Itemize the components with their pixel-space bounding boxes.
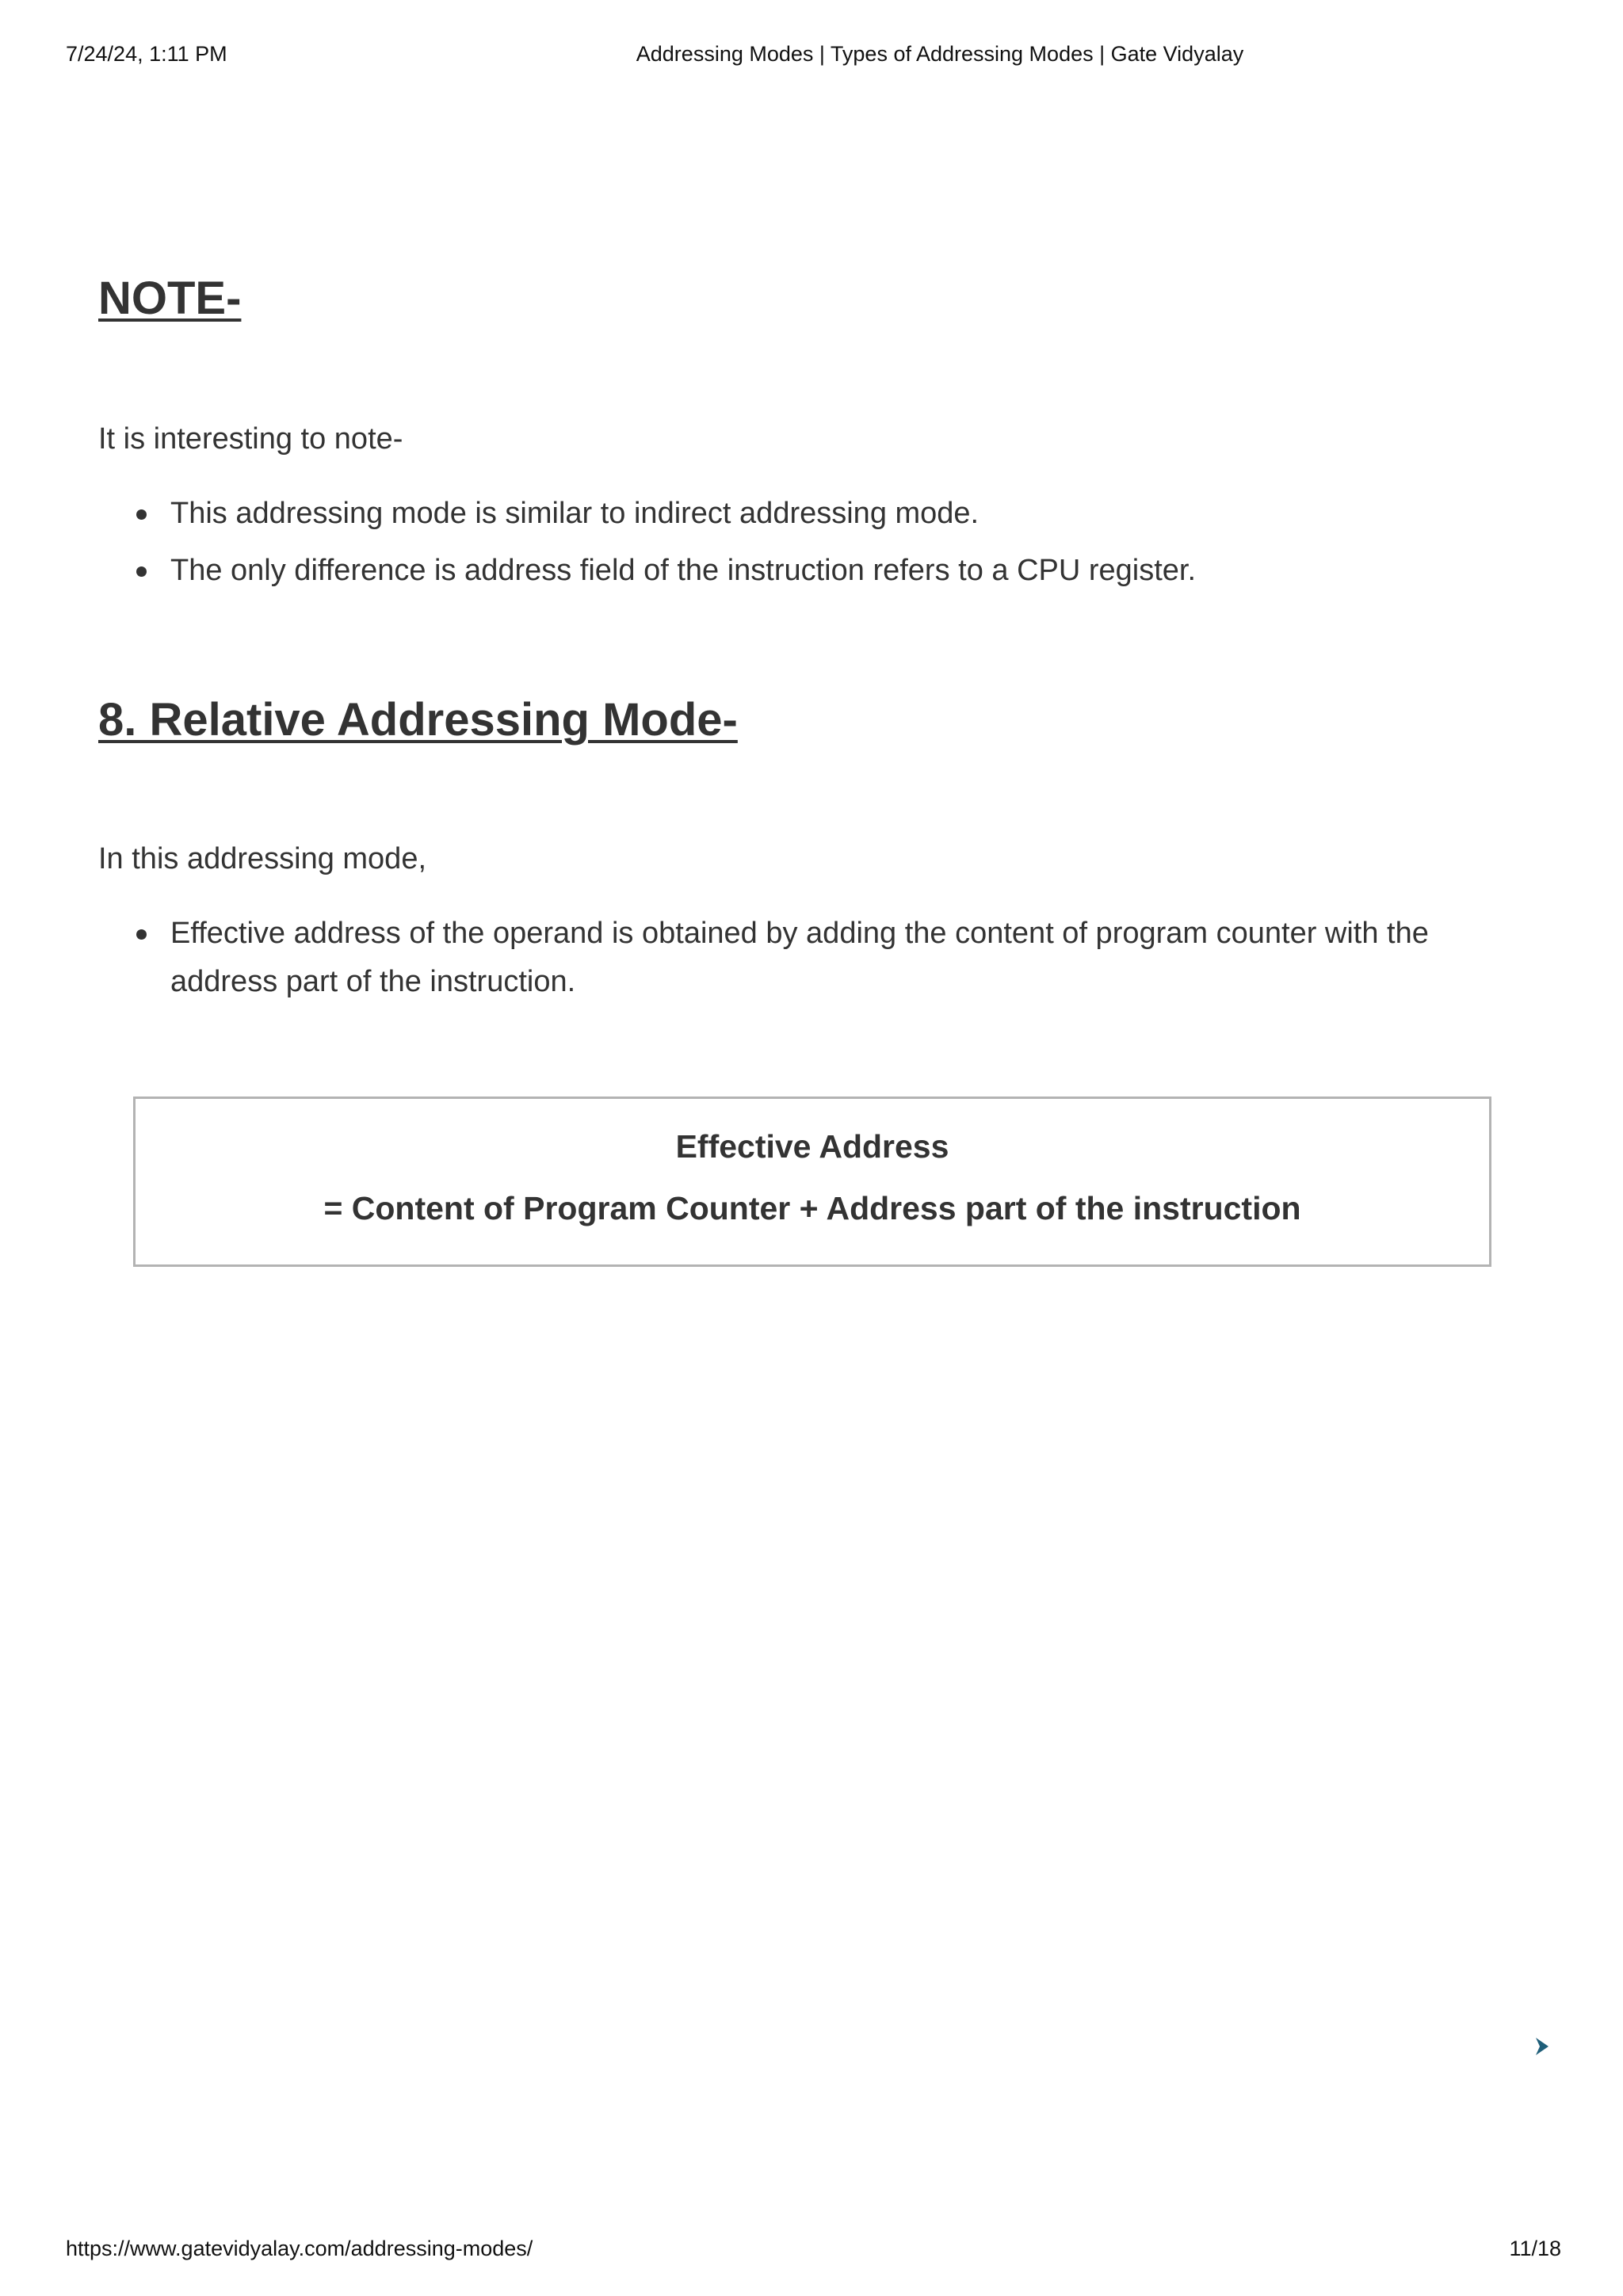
print-footer-url: https://www.gatevidyalay.com/addressing-modes/ — [66, 2237, 533, 2260]
note-intro: It is interesting to note- — [98, 422, 403, 456]
print-footer-page-number: 11/18 — [1509, 2237, 1561, 2260]
list-item — [98, 910, 1517, 1006]
list-item-text: Effective address of the operand is obtained by adding the content of program counter with the address part of the instruction. — [170, 917, 1429, 998]
bullet-dot-icon — [136, 566, 147, 577]
note-heading: NOTE- — [98, 273, 242, 324]
bullet-dot-icon — [136, 929, 147, 940]
relative-addressing-bullet-list — [98, 910, 1517, 1015]
formula-title: Effective Address — [675, 1128, 949, 1165]
chevron-right-icon[interactable] — [1533, 2036, 1551, 2057]
print-header-datetime: 7/24/24, 1:11 PM — [66, 42, 227, 66]
list-item — [98, 490, 1517, 538]
formula-expression: = Content of Program Counter + Address part of the instruction — [323, 1190, 1301, 1226]
bullet-dot-icon — [136, 509, 147, 520]
relative-addressing-heading: 8. Relative Addressing Mode- — [98, 694, 738, 746]
effective-address-formula-box — [133, 1097, 1491, 1267]
list-item — [98, 547, 1517, 595]
list-item-text: The only difference is address field of the instruction refers to a CPU register. — [170, 554, 1197, 587]
relative-addressing-intro: In this addressing mode, — [98, 842, 427, 875]
print-header-title: Addressing Modes | Types of Addressing Modes | Gate Vidyalay — [636, 42, 1244, 66]
note-bullet-list — [98, 490, 1517, 604]
list-item-text: This addressing mode is similar to indirect addressing mode. — [170, 497, 980, 530]
